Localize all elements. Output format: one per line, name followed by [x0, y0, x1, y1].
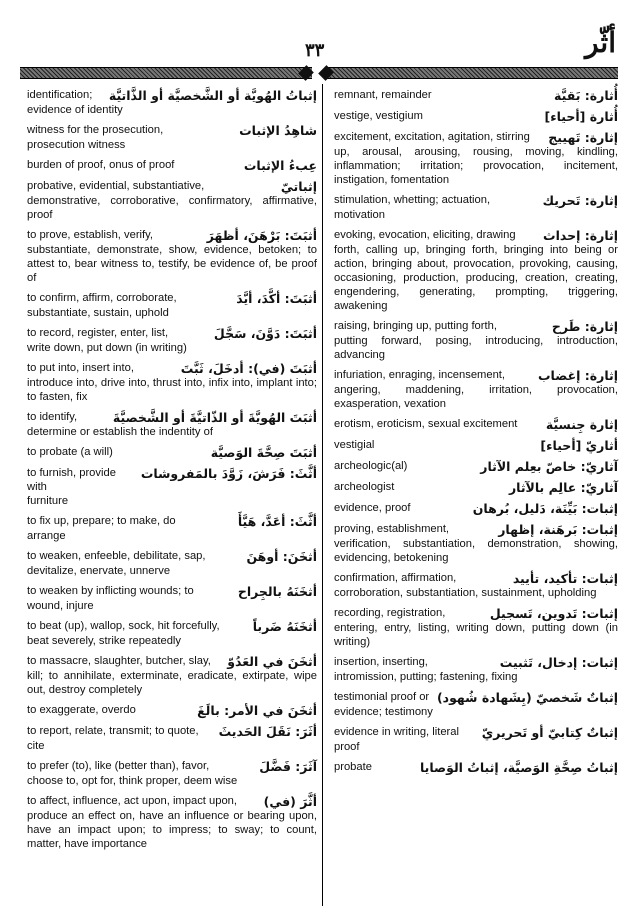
entry-head-line — [27, 654, 317, 669]
english-gloss: to weaken, enfeeble, debilitate, sap, — [27, 550, 206, 562]
entry-head-line — [27, 228, 317, 243]
dictionary-entry — [334, 655, 618, 684]
dictionary-entry — [334, 438, 618, 453]
arabic-headword: إثارة جِنسيَّة — [545, 417, 618, 432]
english-gloss-continued: entering, entry, listing, writing down, putting down (in writing) — [334, 622, 618, 648]
page-header — [0, 0, 638, 82]
arabic-headword: أثخَنَ في الأمر: بالَغَ — [197, 703, 317, 718]
entry-head-line — [27, 88, 317, 103]
english-gloss: to identify, — [27, 411, 78, 423]
english-gloss-continued: angering, maddening, irritation, provocation, exasperation, vexation — [334, 384, 618, 410]
arabic-headword: آثاريّ: خاصّ بعِلم الآثار — [480, 459, 618, 474]
entry-head-line — [27, 466, 317, 494]
english-gloss: insertion, inserting, — [334, 656, 428, 668]
dictionary-entry — [334, 88, 618, 103]
arabic-headword: إثارة: تَهييج — [548, 130, 618, 145]
english-gloss: evidence, proof — [334, 502, 411, 514]
left-column — [27, 88, 317, 857]
entry-head-line — [334, 571, 618, 586]
header-rule-right — [326, 67, 618, 79]
entry-head-line — [334, 760, 618, 775]
english-gloss-continued: substantiate, demonstrate, show, evidence, betoken; to attest to, bear witness to, testify, be evidence of, be proof of — [27, 244, 317, 284]
entry-head-line — [334, 438, 618, 453]
entry-head-line — [334, 368, 618, 383]
english-gloss: erotism, eroticism, sexual excitement — [334, 418, 518, 430]
dictionary-entry — [27, 759, 317, 788]
arabic-headword: أثبَتَ: بَرْهَنَ، أظهَرَ — [206, 228, 317, 243]
arabic-headword: أثَرَ: نَقَلَ الحَديثَ — [218, 724, 317, 739]
english-gloss-continued: forth, calling up, bringing forth, bringing into being or action, bringing about, provocation, provoking, causing, occasioning, production, producing, creation, creating, engendering, generating, prompting, triggering, awakening — [334, 244, 618, 312]
arabic-headword: إثارة: طَرح — [551, 319, 618, 334]
entry-head-line — [27, 291, 317, 306]
entry-head-line — [334, 193, 618, 208]
english-gloss-continued: kill; to annihilate, exterminate, eradicate, extirpate, wipe out, destroy completely — [27, 670, 317, 696]
entry-head-line — [27, 410, 317, 425]
arabic-headword: أثبَتَ صِحَّةَ الوَصيَّة — [210, 445, 317, 460]
entry-head-line — [27, 619, 317, 634]
entry-head-line — [27, 123, 317, 138]
entry-head-line — [27, 514, 317, 529]
dictionary-entry — [27, 291, 317, 320]
entry-head-line — [27, 445, 317, 460]
entry-head-line — [27, 158, 317, 173]
arabic-headword: إثباتٌ كِتابيّ أو تَحريريّ — [481, 725, 618, 740]
arabic-headword: إثارة: إغضاب — [538, 368, 618, 383]
english-gloss: probative, evidential, substantiative, — [27, 180, 205, 192]
english-gloss-continued: demonstrative, corroborative, confirmatory, affirmative, proof — [27, 195, 317, 221]
english-gloss: raising, bringing up, putting forth, — [334, 320, 497, 332]
arabic-headword: أُثارة: بَقيَّة — [554, 88, 618, 103]
english-gloss: recording, registration, — [334, 607, 446, 619]
arabic-headword: إثبات: إدخال، تَثبيت — [499, 655, 618, 670]
entry-head-line — [334, 88, 618, 103]
arabic-headword: إثبات: تأكيد، تأييد — [512, 571, 618, 586]
arabic-headword: إثباتٌ شَخصيّ (بِشَهادة شُهود) — [436, 690, 618, 705]
entry-head-line — [27, 179, 317, 194]
arabic-headword: إثبات: بَيِّنَة، دَليل، بُرهان — [472, 501, 618, 516]
dictionary-entry — [27, 361, 317, 404]
english-gloss-continued: intromission, putting; fastening, fixing — [334, 671, 518, 683]
right-column — [334, 88, 618, 781]
dictionary-entry — [27, 445, 317, 460]
english-gloss: probate — [334, 761, 372, 773]
english-gloss-continued: furniture — [27, 495, 69, 507]
english-gloss-continued: choose to, opt for, think proper, deem wise — [27, 775, 238, 787]
english-gloss-continued: determine or establish the indentity of — [27, 426, 213, 438]
entry-head-line — [27, 703, 317, 718]
dictionary-entry — [334, 130, 618, 187]
entry-head-line — [334, 459, 618, 474]
dictionary-entry — [27, 514, 317, 543]
english-gloss-continued: beat severely, strike repeatedly — [27, 635, 182, 647]
dictionary-entry — [27, 619, 317, 648]
dictionary-entry — [27, 724, 317, 753]
english-gloss: infuriation, enraging, incensement, — [334, 369, 506, 381]
entry-head-line — [334, 228, 618, 243]
english-gloss-continued: corroboration, substantiation, sustainment, upholding — [334, 587, 597, 599]
entry-head-line — [334, 606, 618, 621]
entry-head-line — [334, 725, 618, 740]
arabic-headword: أثبَتَ (في): أدخَلَ، ثَبَّتَ — [180, 361, 317, 376]
dictionary-entry — [334, 725, 618, 754]
column-divider — [322, 84, 323, 906]
arabic-headword: عِبءُ الإثبات — [243, 158, 317, 173]
english-gloss: to beat (up), wallop, sock, hit forcefully, — [27, 620, 220, 632]
dictionary-entry — [334, 368, 618, 411]
english-gloss: evidence in writing, literal — [334, 726, 459, 738]
arabic-headword: أثخَنَهُ ضَرباً — [252, 619, 317, 634]
english-gloss: to exaggerate, overdo — [27, 704, 136, 716]
dictionary-entry — [334, 606, 618, 649]
english-gloss: to fix up, prepare; to make, do — [27, 515, 176, 527]
entry-head-line — [334, 655, 618, 670]
dictionary-entry — [334, 480, 618, 495]
dictionary-entry — [27, 703, 317, 718]
arabic-headword: إثباتيّ — [280, 179, 317, 194]
entry-head-line — [334, 130, 618, 145]
dictionary-entry — [27, 158, 317, 173]
english-gloss: to massacre, slaughter, butcher, slay, — [27, 655, 211, 667]
entry-head-line — [334, 319, 618, 334]
dictionary-entry — [334, 417, 618, 432]
arabic-headword: أثبَتَ: دَوَّنَ، سَجَّلَ — [213, 326, 317, 341]
english-gloss: to prefer (to), like (better than), favor, — [27, 760, 210, 772]
arabic-headword: أثخَنَهُ بالجِراح — [237, 584, 317, 599]
dictionary-entry — [27, 228, 317, 285]
dictionary-entry — [334, 109, 618, 124]
entry-head-line — [27, 759, 317, 774]
english-gloss: remnant, remainder — [334, 89, 432, 101]
english-gloss: vestige, vestigium — [334, 110, 423, 122]
english-gloss: witness for the prosecution, — [27, 124, 164, 136]
dictionary-entry — [334, 690, 618, 719]
english-gloss-continued: putting forward, posing, introducing, introduction, advancing — [334, 335, 618, 361]
english-gloss-continued: wound, injure — [27, 600, 94, 612]
english-gloss: to affect, influence, act upon, impact upon, — [27, 795, 238, 807]
dictionary-entry — [334, 459, 618, 474]
english-gloss: testimonial proof or — [334, 691, 430, 703]
english-gloss-continued: write down, put down (in writing) — [27, 342, 187, 354]
dictionary-entry — [27, 88, 317, 117]
dictionary-entry — [334, 193, 618, 222]
english-gloss-continued: devitalize, enervate, unnerve — [27, 565, 171, 577]
dictionary-entry — [27, 584, 317, 613]
arabic-headword: إثبات: بَرهَنة، إظهار — [498, 522, 618, 537]
english-gloss: archeologic(al) — [334, 460, 408, 472]
english-gloss-continued: produce an effect on, have an influence or bearing upon, have an impact upon; to impress; to sway; to count, matter, have importance — [27, 810, 317, 850]
arabic-headword: أثخَنَ في العَدُوّ — [227, 654, 317, 669]
entry-head-line — [27, 549, 317, 564]
dictionary-entry — [334, 571, 618, 600]
english-gloss: to probate (a will) — [27, 446, 113, 458]
english-gloss: archeologist — [334, 481, 395, 493]
arabic-headword: أُثارة [أحياء] — [544, 109, 618, 124]
english-gloss-continued: proof — [334, 741, 360, 753]
english-gloss-continued: cite — [27, 740, 45, 752]
arabic-headword: إثباتُ الهُويَّة أو الشَّخصيَّة أو الذَّاتيَّة — [108, 88, 317, 103]
dictionary-entry — [27, 123, 317, 152]
english-gloss-continued: up, arousal, arousing, rousing, moving, kindling, inflammation; irritation; provocation, incitement, instigation, fomentation — [334, 146, 618, 186]
dictionary-entry — [27, 549, 317, 578]
arabic-headword: أثاريّ [أحياء] — [540, 438, 618, 453]
english-gloss: to confirm, affirm, corroborate, — [27, 292, 177, 304]
english-gloss: to record, register, enter, list, — [27, 327, 169, 339]
dictionary-entry — [334, 522, 618, 565]
english-gloss: to furnish, provide with — [27, 467, 116, 493]
english-gloss: stimulation, whetting; actuation, — [334, 194, 491, 206]
english-gloss-continued: introduce into, drive into, thrust into, infix into, implant into; to fasten, fix — [27, 377, 317, 403]
dictionary-entry — [334, 760, 618, 775]
english-gloss: identification; — [27, 89, 93, 101]
english-gloss-continued: verification, substantiation, demonstration, showing, evidencing, betokening — [334, 538, 618, 564]
english-gloss: to weaken by inflicting wounds; to — [27, 585, 194, 597]
dictionary-entry — [27, 466, 317, 508]
arabic-headword: إثارة: إحداث — [543, 228, 618, 243]
english-gloss-continued: arrange — [27, 530, 66, 542]
dictionary-entry — [334, 501, 618, 516]
arabic-headword: إثارة: تَحريك — [542, 193, 618, 208]
arabic-headword: إثبات: تَدوين، تَسجيل — [489, 606, 618, 621]
english-gloss-continued: prosecution witness — [27, 139, 126, 151]
entry-head-line — [334, 417, 618, 432]
entry-head-line — [27, 584, 317, 599]
entry-head-line — [27, 361, 317, 376]
arabic-headword: إثباتُ صِحَّةِ الوَصيَّة، إثباتُ الوَصايا — [419, 760, 618, 775]
english-gloss: vestigial — [334, 439, 375, 451]
arabic-headword: أثبَتَ الهُويَّةَ أو الذّاتيَّةَ أو الشَّخصيَّةَ — [112, 410, 317, 425]
english-gloss: evoking, evocation, eliciting, drawing — [334, 229, 516, 241]
entry-head-line — [334, 690, 618, 705]
arabic-headword: أثَّثَ: فَرَشَ، زَوَّدَ بالمَفروشات — [140, 466, 317, 481]
dictionary-entry — [27, 654, 317, 697]
entry-head-line — [27, 794, 317, 809]
english-gloss: to put into, insert into, — [27, 362, 134, 374]
english-gloss-continued: substantiate, sustain, uphold — [27, 307, 169, 319]
english-gloss: to report, relate, transmit; to quote, — [27, 725, 199, 737]
entry-head-line — [334, 522, 618, 537]
entry-head-line — [27, 326, 317, 341]
arabic-headword: أثَّثَ: أعَدَّ، هَيَّأَ — [237, 514, 317, 529]
arabic-headword: أثخَنَ: أوهَنَ — [246, 549, 317, 564]
arabic-headword: أثَّرَ (في) — [263, 794, 317, 809]
english-gloss-continued: evidence of identity — [27, 104, 123, 116]
arabic-headword: آثاريّ: عالِم بالآثار — [508, 480, 618, 495]
english-gloss: to prove, establish, verify, — [27, 229, 154, 241]
entry-head-line — [27, 724, 317, 739]
dictionary-entry — [334, 319, 618, 362]
entry-head-line — [334, 109, 618, 124]
dictionary-entry — [27, 794, 317, 851]
dictionary-entry — [27, 326, 317, 355]
english-gloss: excitement, excitation, agitation, stirring — [334, 131, 530, 143]
page-number: ٣٣ — [305, 40, 325, 61]
header-rule-left — [20, 67, 312, 79]
english-gloss: confirmation, affirmation, — [334, 572, 457, 584]
dictionary-entry — [27, 410, 317, 439]
dictionary-entry — [334, 228, 618, 313]
entry-head-line — [334, 501, 618, 516]
guide-word: أثّر — [584, 26, 616, 59]
arabic-headword: آثَرَ: فَضَّلَ — [259, 759, 317, 774]
dictionary-entry — [27, 179, 317, 222]
english-gloss-continued: evidence; testimony — [334, 706, 433, 718]
english-gloss-continued: motivation — [334, 209, 385, 221]
entry-head-line — [334, 480, 618, 495]
english-gloss: proving, establishment, — [334, 523, 450, 535]
english-gloss: burden of proof, onus of proof — [27, 159, 175, 171]
arabic-headword: شاهِدُ الإثبات — [239, 123, 317, 138]
arabic-headword: أثبَتَ: أكَّدَ، أيَّدَ — [236, 291, 317, 306]
